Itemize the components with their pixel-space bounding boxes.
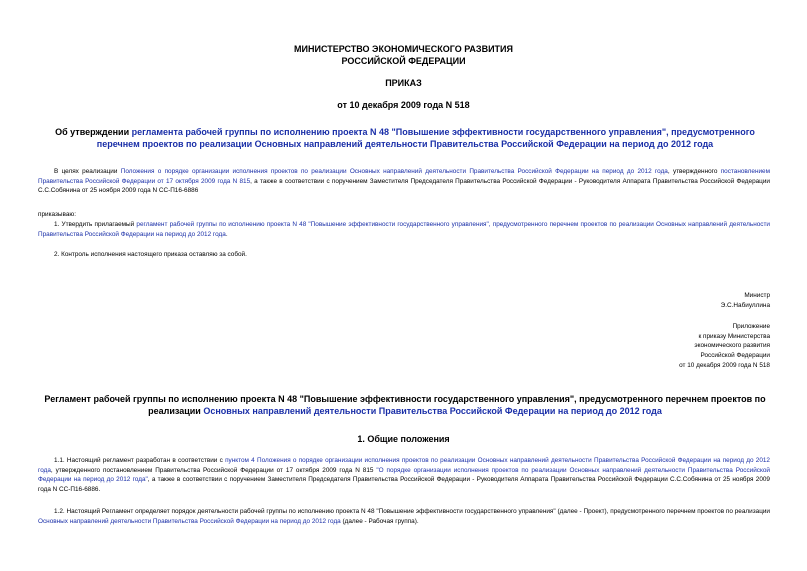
item1-text-2: . (225, 230, 228, 238)
preamble-text-1: В целях реализации (54, 168, 121, 175)
ministry-line-2: РОССИЙСКОЙ ФЕДЕРАЦИИ (341, 56, 466, 66)
signature-name: Э.С.Набиуллина (720, 302, 770, 309)
appendix-line-4: Российской Федерации (700, 352, 770, 359)
p12-text-2: (далее - Рабочая группа). (340, 517, 419, 525)
p11-text-1: 1.1. Настоящий регламент разработан в соответствии с (54, 457, 226, 464)
p12-text-1: 1.2. Настоящий Регламент определяет порядок деятельности рабочей группы по исполнению проекта N 48 "Повышение эффективности государственного управления" (далее - Проект), предусмотренного перечнем проектов по реализации (54, 508, 770, 515)
order-item-1 (38, 220, 770, 239)
reglament-title-text: Регламент рабочей группы по исполнению проекта N 48 "Повышение эффективности государственного управления", предусмотренного перечнем проектов по реализации (44, 394, 766, 416)
ministry-line-1: МИНИСТЕРСТВО ЭКОНОМИЧЕСКОГО РАЗВИТИЯ (294, 44, 513, 54)
order-title-link[interactable]: регламента рабочей группы по исполнению проекта N 48 "Повышение эффективности государственного управления", предусмотренного перечнем проектов по реализации Основных направлений деятельности Правительства Российской Федерации на период до 2012 года (96, 127, 755, 149)
appendix-line-5: от 10 декабря 2009 года N 518 (679, 362, 770, 369)
reglament-title (40, 393, 770, 417)
order-title (40, 126, 770, 150)
paragraph-1-1 (38, 456, 770, 494)
paragraph-1-2 (38, 507, 770, 526)
item2-text: 2. Контроль исполнения настоящего приказа оставляю за собой. (54, 251, 247, 258)
preamble-paragraph (38, 167, 770, 196)
main-directions-link[interactable]: Основных направлений деятельности Правительства Российской Федерации на период до 2012 года (38, 517, 341, 525)
point4-link[interactable]: пунктом 4 Положения о порядке организации исполнения проектов по реализации Основных направлений деятельности Правительства Российской Федерации на период до 2012 года (38, 457, 770, 474)
appendix-line-1: Приложение (732, 323, 770, 330)
section-1-heading: 1. Общие положения (357, 434, 450, 444)
reglament-title-link[interactable]: Основных направлений деятельности Правительства Российской Федерации на период до 2012 года (203, 406, 662, 416)
resolution-link[interactable]: постановлением Правительства Российской Федерации от 17 октября 2009 года N 815 (38, 168, 770, 185)
order-word: приказываю: (38, 211, 76, 218)
p11-text-3: , а также в соответствии с поручением Заместителя Председателя Правительства Российской Федерации - Руководителя Аппарата Правительства Российской Федерации С.С.Собянина от 25 ноября 2009 года N СС-П16-6886. (38, 476, 770, 493)
regulation-link[interactable]: Положения о порядке организации исполнения проектов по реализации Основных направлений деятельности Правительства Российской Федерации на период до 2012 года (120, 168, 668, 175)
resolution-title-link[interactable]: "О порядке организации исполнения проектов по реализации Основных направлений деятельности Правительства Российской Федерации на период до 2012 года" (38, 466, 770, 483)
appendix-line-2: к приказу Министерства (698, 333, 770, 340)
item1-text-1: 1. Утвердить прилагаемый (54, 221, 137, 228)
document-type: ПРИКАЗ (385, 78, 422, 88)
preamble-text-3: , а также в соответствии с поручением Заместителя Председателя Правительства Российской Федерации - Руководителя Аппарата Правительства Российской Федерации С.С.Собянина от 25 ноября 2009 года N СС-П16-6886 (38, 177, 770, 194)
order-title-prefix: Об утверждении (55, 127, 132, 137)
preamble-text-2: , утвержденного (667, 168, 721, 175)
order-item-2 (38, 250, 770, 260)
reglament-link[interactable]: регламент рабочей группы по исполнению проекта N 48 "Повышение эффективности государственного управления", предусмотренного перечнем проектов по реализации Основных направлений деятельности Правительства Российской Федерации на период до 2012 года (38, 221, 770, 238)
appendix-line-3: экономического развития (694, 342, 770, 349)
document-date: от 10 декабря 2009 года N 518 (337, 100, 470, 110)
p11-text-2: , утвержденного постановлением Правительства Российской Федерации от 17 октября 2009 года N 815 (50, 466, 377, 474)
signature-position: Министр (744, 292, 770, 299)
